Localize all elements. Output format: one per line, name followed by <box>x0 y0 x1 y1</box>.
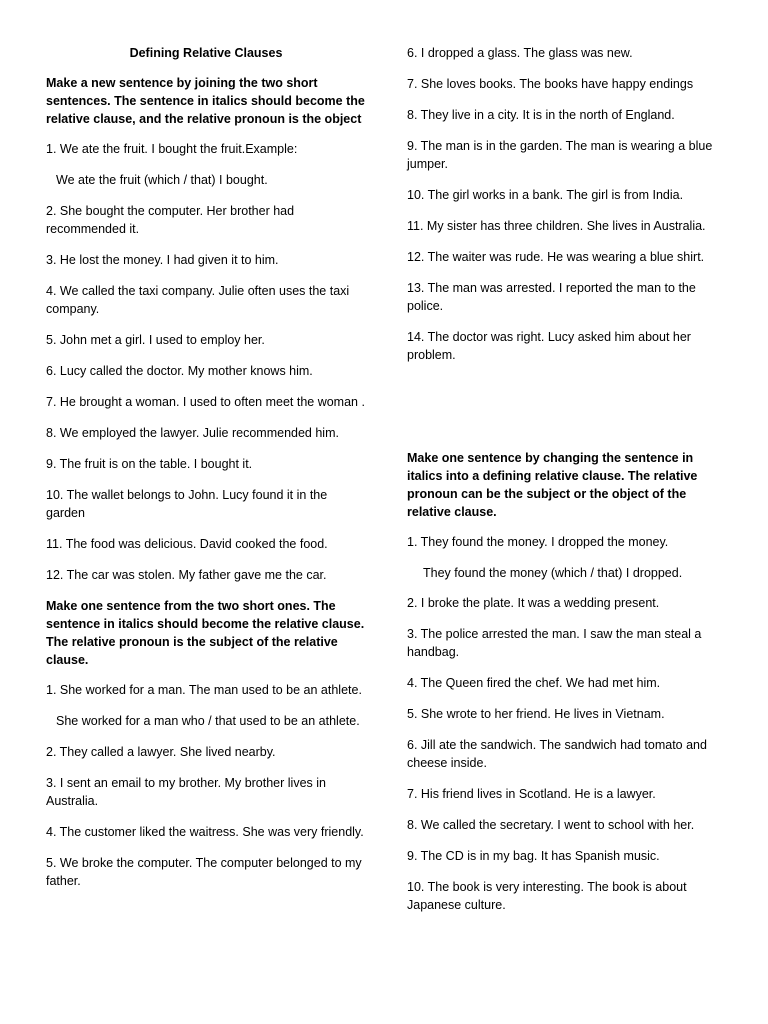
exercise-item: 2. They called a lawyer. She lived nearby. <box>46 745 276 759</box>
column-spacer <box>407 377 727 449</box>
exercise-item: 2. I broke the plate. It was a wedding present. <box>407 596 660 610</box>
exercise-item: 7. He brought a woman. I used to often meet the woman . <box>46 395 365 409</box>
exercise-item: 11. The food was delicious. David cooked the food. <box>46 537 328 551</box>
exercise-item: 12. The car was stolen. My father gave me the car. <box>46 568 327 582</box>
exercise-item: 8. We called the secretary. I went to school with her. <box>407 818 695 832</box>
exercise-item: 5. We broke the computer. The computer belonged to my father. <box>46 856 362 888</box>
example-answer: She worked for a man who / that used to be an athlete. <box>56 714 360 728</box>
exercise-item: 6. Lucy called the doctor. My mother knows him. <box>46 364 313 378</box>
exercise-item: 7. His friend lives in Scotland. He is a lawyer. <box>407 787 656 801</box>
exercise-item: 10. The girl works in a bank. The girl is from India. <box>407 188 684 202</box>
section1-instructions: Make a new sentence by joining the two short sentences. The sentence in italics should become the relative clause, and the relative pronoun is the object <box>46 76 365 126</box>
exercise-item: 7. She loves books. The books have happy endings <box>407 77 694 91</box>
exercise-item: 4. The Queen fired the chef. We had met him. <box>407 676 661 690</box>
exercise-item: 11. My sister has three children. She lives in Australia. <box>407 219 706 233</box>
exercise-item: 5. John met a girl. I used to employ her. <box>46 333 265 347</box>
section3-instructions: Make one sentence by changing the sentence in italics into a defining relative clause. The relative pronoun can be the subject or the object of the relative clause. <box>407 451 698 519</box>
exercise-item: 1. She worked for a man. The man used to be an athlete. <box>46 683 362 697</box>
exercise-item: 9. The man is in the garden. The man is wearing a blue jumper. <box>407 139 713 171</box>
exercise-item: 1. They found the money. I dropped the money. <box>407 535 669 549</box>
page-title: Defining Relative Clauses <box>129 46 283 60</box>
left-column <box>46 44 366 903</box>
exercise-item: 10. The wallet belongs to John. Lucy found it in the garden <box>46 488 328 520</box>
exercise-item: 5. She wrote to her friend. He lives in Vietnam. <box>407 707 665 721</box>
exercise-item: 3. I sent an email to my brother. My brother lives in Australia. <box>46 776 326 808</box>
exercise-item: 14. The doctor was right. Lucy asked him about her problem. <box>407 330 691 362</box>
exercise-item: 9. The CD is in my bag. It has Spanish music. <box>407 849 660 863</box>
exercise-item: 2. She bought the computer. Her brother had recommended it. <box>46 204 295 236</box>
exercise-item: 3. He lost the money. I had given it to him. <box>46 253 279 267</box>
exercise-item: 8. We employed the lawyer. Julie recommended him. <box>46 426 339 440</box>
exercise-item: 13. The man was arrested. I reported the man to the police. <box>407 281 696 313</box>
exercise-item: 4. We called the taxi company. Julie often uses the taxi company. <box>46 284 350 316</box>
exercise-item: 6. I dropped a glass. The glass was new. <box>407 46 633 60</box>
exercise-item: 3. The police arrested the man. I saw the man steal a handbag. <box>407 627 702 659</box>
exercise-item: 6. Jill ate the sandwich. The sandwich had tomato and cheese inside. <box>407 738 707 770</box>
example-answer: They found the money (which / that) I dropped. <box>423 566 683 580</box>
section2-instructions: Make one sentence from the two short ones. The sentence in italics should become the relative clause. The relative pronoun is the subject of the relative clause. <box>46 599 365 667</box>
exercise-item: 12. The waiter was rude. He was wearing a blue shirt. <box>407 250 705 264</box>
exercise-item: 1. We ate the fruit. I bought the fruit.Example: <box>46 142 298 156</box>
exercise-item: 9. The fruit is on the table. I bought it. <box>46 457 253 471</box>
right-column <box>407 44 727 927</box>
example-answer: We ate the fruit (which / that) I bought. <box>56 173 268 187</box>
exercise-item: 4. The customer liked the waitress. She was very friendly. <box>46 825 364 839</box>
exercise-item: 10. The book is very interesting. The book is about Japanese culture. <box>407 880 687 912</box>
exercise-item: 8. They live in a city. It is in the north of England. <box>407 108 675 122</box>
